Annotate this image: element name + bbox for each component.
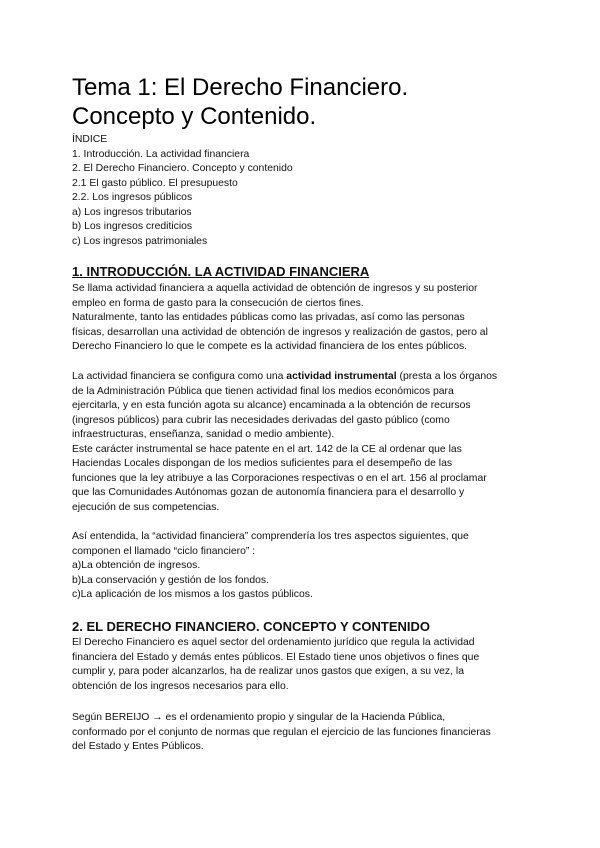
list-item: a)La obtención de ingresos. bbox=[72, 560, 201, 571]
text-line: ejecución de sus competencias. bbox=[72, 501, 220, 513]
page-title bbox=[72, 73, 552, 131]
toc-item: 2.2. Los ingresos públicos bbox=[72, 192, 193, 203]
text-line: infraestructuras, enseñanza, sanidad o medio ambiente). bbox=[72, 429, 335, 440]
text-line: físicas, desarrollan una actividad de obtención de ingresos y realización de gastos, pero al bbox=[72, 326, 488, 338]
toc-item: b) Los ingresos crediticios bbox=[72, 221, 193, 232]
text-run: (presta a los órganos bbox=[396, 371, 498, 382]
text-line: ejercitarla, y en esta función agota su alcance) encaminada a la obtención de recursos bbox=[72, 400, 471, 411]
text-line: Se llama actividad financiera a aquella actividad de obtención de ingresos y su posterior bbox=[72, 283, 478, 294]
toc-item: 2.1 El gasto público. El presupuesto bbox=[72, 177, 238, 189]
text-line: que las Comunidades Autónomas gozan de autonomía financiera para el desarrollo y bbox=[72, 487, 465, 498]
toc-item: 2. El Derecho Financiero. Concepto y contenido bbox=[72, 163, 293, 174]
text-run: La actividad financiera se configura como una bbox=[72, 371, 287, 382]
text-line: Haciendas Locales dispongan de los medios suficientes para el desempeño de las bbox=[72, 458, 453, 469]
section-2-paragraph-1 bbox=[72, 636, 534, 694]
text-line: conformado por el conjunto de normas que regulan el ejercicio de las funciones financieras bbox=[72, 726, 491, 738]
text-line: El Derecho Financiero es aquel sector del ordenamiento jurídico que regula la actividad bbox=[72, 637, 475, 648]
text-line: obtención de los ingresos necesarios para ello. bbox=[72, 680, 289, 692]
text-line: Este carácter instrumental se hace patente en el art. 142 de la CE al ordenar que las bbox=[72, 443, 462, 455]
text-line: empleo en forma de gasto para la consecución de ciertos fines. bbox=[72, 297, 364, 309]
toc-item: c) Los ingresos patrimoniales bbox=[72, 235, 208, 247]
section-1-paragraph-2 bbox=[72, 370, 534, 515]
text-line: Naturalmente, tanto las entidades públicas como las privadas, así como las personas bbox=[72, 312, 465, 323]
text-line: funciones que la ley atribuye a las Corporaciones respectivas o en el art. 156 al proclamar bbox=[72, 472, 487, 484]
table-of-contents bbox=[72, 133, 293, 249]
section-2-heading: 2. EL DERECHO FINANCIERO. CONCEPTO Y CONTENIDO bbox=[72, 619, 431, 634]
list-item: c)La aplicación de los mismos a los gastos públicos. bbox=[72, 589, 313, 600]
list-item: b)La conservación y gestión de los fondos. bbox=[72, 574, 269, 586]
text-line: financiera del Estado y demás entes públicos. El Estado tiene unos objetivos o fines que bbox=[72, 651, 480, 663]
toc-heading: ÍNDICE bbox=[72, 134, 108, 145]
text-line: componen el llamado “ciclo financiero” : bbox=[72, 545, 256, 557]
text-line: Derecho Financiero lo que le compete es la actividad financiera de los entes públicos. bbox=[72, 341, 468, 352]
text-line: cumplir y, para poder alcanzarlos, ha de realizar unos gastos que exigen, a su vez, la bbox=[72, 666, 464, 677]
text-line: (ingresos públicos) para cubrir las necesidades derivadas del gasto público (como bbox=[72, 414, 450, 426]
section-1-heading: 1. INTRODUCCIÓN. LA ACTIVIDAD FINANCIERA bbox=[72, 264, 370, 279]
text-line bbox=[72, 370, 534, 385]
title-line-2: Concepto y Contenido. bbox=[72, 103, 317, 130]
text-line: Según BEREIJO → es el ordenamiento propio y singular de la Hacienda Pública, bbox=[72, 712, 446, 723]
toc-item: 1. Introducción. La actividad financiera bbox=[72, 148, 250, 160]
section-2-paragraph-2 bbox=[72, 711, 534, 755]
toc-item: a) Los ingresos tributarios bbox=[72, 206, 192, 218]
title-line-1: Tema 1: El Derecho Financiero. bbox=[72, 74, 409, 101]
text-line: Así entendida, la “actividad financiera” comprendería los tres aspectos siguientes, que bbox=[72, 531, 469, 542]
section-1-paragraph-3 bbox=[72, 530, 534, 603]
section-1-paragraph-1 bbox=[72, 282, 534, 355]
emphasis-actividad-instrumental: actividad instrumental bbox=[286, 371, 397, 382]
text-line: del Estado y Entes Públicos. bbox=[72, 741, 204, 752]
text-line: de la Administración Pública que tienen actividad final los medios económicos para bbox=[72, 385, 454, 397]
